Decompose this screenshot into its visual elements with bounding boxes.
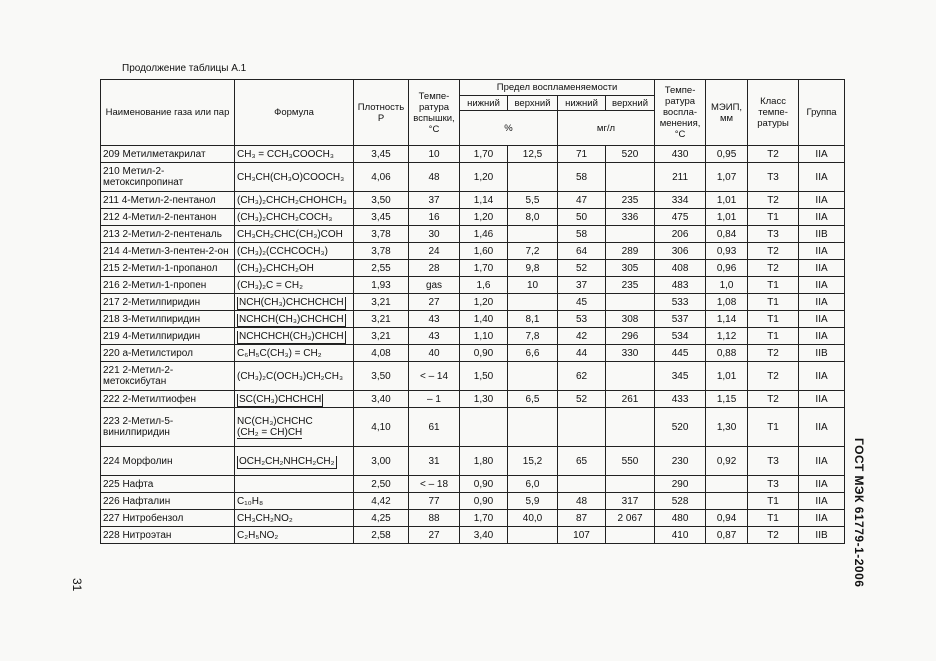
cell-l1: 0,90 — [460, 493, 508, 510]
cell-tclass: T1 — [748, 328, 799, 345]
cell-u2 — [606, 226, 655, 243]
cell-l1: 1,20 — [460, 163, 508, 192]
cell-density: 4,06 — [354, 163, 409, 192]
cell-flash: 10 — [409, 146, 460, 163]
cell-mesg: 0,95 — [706, 146, 748, 163]
cell-l1: 1,10 — [460, 328, 508, 345]
cell-formula: CH₃CH₂CHC(CH₃)COH — [235, 226, 354, 243]
header-percent-unit: % — [460, 111, 558, 146]
cell-u2 — [606, 408, 655, 447]
cell-l1: 1,80 — [460, 447, 508, 476]
cell-flash: 48 — [409, 163, 460, 192]
cell-density: 3,78 — [354, 243, 409, 260]
cell-l2: 47 — [558, 192, 606, 209]
cell-l1: 1,20 — [460, 294, 508, 311]
cell-l1: 1,70 — [460, 260, 508, 277]
cell-tclass: T2 — [748, 260, 799, 277]
cell-formula — [235, 476, 354, 493]
cell-group: IIA — [799, 510, 845, 527]
cell-u2: 235 — [606, 277, 655, 294]
cell-u1: 5,5 — [508, 192, 558, 209]
cell-u2: 289 — [606, 243, 655, 260]
cell-u1 — [508, 527, 558, 544]
header-upper-percent: верхний — [508, 95, 558, 111]
table-row — [101, 277, 845, 294]
cell-l2: 62 — [558, 362, 606, 391]
table-row — [101, 146, 845, 163]
cell-mesg: 0,88 — [706, 345, 748, 362]
cell-tclass: T3 — [748, 476, 799, 493]
cell-formula — [235, 311, 354, 328]
cell-mesg: 1,14 — [706, 311, 748, 328]
header-upper-mgl: верхний — [606, 95, 655, 111]
header-ignition-temp: Темпе-ратура воспла-менения, °С — [655, 80, 706, 146]
header-mgl-unit: мг/л — [558, 111, 655, 146]
cell-u2: 520 — [606, 146, 655, 163]
cell-l1: 1,20 — [460, 209, 508, 226]
cell-formula: CH₃CH₂NO₂ — [235, 510, 354, 527]
cell-l1: 1,46 — [460, 226, 508, 243]
cell-ign: 537 — [655, 311, 706, 328]
header-temp-class: Класс темпе-ратуры — [748, 80, 799, 146]
cell-u1: 10 — [508, 277, 558, 294]
cell-flash: 27 — [409, 527, 460, 544]
cell-group: IIA — [799, 192, 845, 209]
formula-line: (CH₂ = CH)CH — [237, 426, 303, 438]
cell-name: 216 2-Метил-1-пропен — [101, 277, 235, 294]
cell-name: 226 Нафталин — [101, 493, 235, 510]
cell-name: 221 2-Метил-2-метоксибутан — [101, 362, 235, 391]
cell-mesg: 1,01 — [706, 209, 748, 226]
cell-density: 2,58 — [354, 527, 409, 544]
cell-l2: 52 — [558, 260, 606, 277]
cell-name: 223 2-Метил-5-винилпиридин — [101, 408, 235, 447]
cell-density: 3,78 — [354, 226, 409, 243]
cell-name: 219 4-Метилпиридин — [101, 328, 235, 345]
cell-name: 227 Нитробензол — [101, 510, 235, 527]
cell-group: IIA — [799, 476, 845, 493]
cell-density: 3,50 — [354, 362, 409, 391]
cell-formula: (CH₃)₂CHCH₂CHOHCH₃ — [235, 192, 354, 209]
cell-tclass: T1 — [748, 277, 799, 294]
cell-l2: 58 — [558, 163, 606, 192]
cell-tclass: T2 — [748, 391, 799, 408]
cell-formula: CH₃ = CCH₃COOCH₃ — [235, 146, 354, 163]
cell-u2: 2 067 — [606, 510, 655, 527]
table-row — [101, 163, 845, 192]
table-row — [101, 391, 845, 408]
cell-u1 — [508, 163, 558, 192]
cell-tclass: T2 — [748, 146, 799, 163]
cell-l2: 37 — [558, 277, 606, 294]
cell-u2 — [606, 294, 655, 311]
cell-formula: (CH₃)₂CHCH₂COCH₃ — [235, 209, 354, 226]
cell-name: 220 а-Метилстирол — [101, 345, 235, 362]
cell-formula: (CH₃)₂CHCH₂OH — [235, 260, 354, 277]
cell-tclass: T1 — [748, 408, 799, 447]
cell-l2: 50 — [558, 209, 606, 226]
cell-group: IIA — [799, 328, 845, 345]
cell-formula: C₂H₅NO₂ — [235, 527, 354, 544]
cell-density: 3,21 — [354, 311, 409, 328]
cell-tclass: T1 — [748, 510, 799, 527]
table-row — [101, 226, 845, 243]
cell-flash: 88 — [409, 510, 460, 527]
cell-l1: 1,50 — [460, 362, 508, 391]
cell-mesg: 0,84 — [706, 226, 748, 243]
cell-u2 — [606, 362, 655, 391]
cell-group: IIA — [799, 163, 845, 192]
cell-l2: 53 — [558, 311, 606, 328]
cell-u2: 305 — [606, 260, 655, 277]
cell-mesg: 1,08 — [706, 294, 748, 311]
table-row — [101, 294, 845, 311]
cell-flash: < – 14 — [409, 362, 460, 391]
cell-u1: 12,5 — [508, 146, 558, 163]
cell-l1: 1,14 — [460, 192, 508, 209]
header-name: Наименование газа или пар — [101, 80, 235, 146]
cell-u1 — [508, 226, 558, 243]
ring-formula: NCHCHCH(CH₃)CHCH — [239, 330, 344, 342]
cell-tclass: T2 — [748, 527, 799, 544]
cell-mesg: 1,01 — [706, 192, 748, 209]
cell-group: IIA — [799, 260, 845, 277]
cell-u1 — [508, 362, 558, 391]
cell-l1: 1,6 — [460, 277, 508, 294]
cell-u2: 235 — [606, 192, 655, 209]
cell-l1: 1,70 — [460, 146, 508, 163]
cell-tclass: T3 — [748, 163, 799, 192]
cell-group: IIA — [799, 362, 845, 391]
cell-l1: 1,30 — [460, 391, 508, 408]
cell-tclass: T1 — [748, 493, 799, 510]
cell-density: 3,45 — [354, 209, 409, 226]
cell-density: 3,21 — [354, 328, 409, 345]
cell-u2 — [606, 163, 655, 192]
cell-ign: 206 — [655, 226, 706, 243]
page-number: 31 — [70, 578, 84, 592]
cell-u1 — [508, 294, 558, 311]
cell-density: 3,21 — [354, 294, 409, 311]
cell-name: 224 Морфолин — [101, 447, 235, 476]
cell-formula: CH₃CH(CH₃O)COOCH₃ — [235, 163, 354, 192]
table-row — [101, 311, 845, 328]
cell-name: 217 2-Метилпиридин — [101, 294, 235, 311]
cell-mesg: 0,94 — [706, 510, 748, 527]
table-row — [101, 476, 845, 493]
cell-ign: 445 — [655, 345, 706, 362]
cell-mesg: 1,0 — [706, 277, 748, 294]
table-row — [101, 362, 845, 391]
cell-flash: 43 — [409, 328, 460, 345]
cell-formula: C₆H₅C(CH₃) = CH₂ — [235, 345, 354, 362]
cell-l2: 42 — [558, 328, 606, 345]
cell-group: IIA — [799, 311, 845, 328]
cell-density: 1,93 — [354, 277, 409, 294]
cell-ign: 520 — [655, 408, 706, 447]
ring-formula: NCHCH(CH₃)CHCHCH — [239, 313, 344, 325]
cell-u2: 308 — [606, 311, 655, 328]
cell-u1: 40,0 — [508, 510, 558, 527]
table-row — [101, 209, 845, 226]
cell-flash: 16 — [409, 209, 460, 226]
cell-tclass: T2 — [748, 362, 799, 391]
cell-l2: 45 — [558, 294, 606, 311]
cell-name: 212 4-Метил-2-пентанон — [101, 209, 235, 226]
cell-group: IIA — [799, 391, 845, 408]
header-mesg: МЭИП, мм — [706, 80, 748, 146]
table-caption: Продолжение таблицы А.1 — [122, 63, 247, 74]
cell-mesg: 1,01 — [706, 362, 748, 391]
cell-group: IIB — [799, 527, 845, 544]
cell-mesg: 1,07 — [706, 163, 748, 192]
table-row — [101, 345, 845, 362]
cell-formula — [235, 328, 354, 345]
cell-density: 2,55 — [354, 260, 409, 277]
cell-l1: 3,40 — [460, 527, 508, 544]
cell-flash: 61 — [409, 408, 460, 447]
table-row — [101, 260, 845, 277]
formula-line: NC(CH₃)CHCHC — [237, 415, 313, 427]
cell-u1: 7,2 — [508, 243, 558, 260]
cell-tclass: T1 — [748, 311, 799, 328]
cell-u2: 261 — [606, 391, 655, 408]
cell-group: IIB — [799, 345, 845, 362]
cell-tclass: T2 — [748, 345, 799, 362]
cell-formula: (CH₃)₂C = CH₂ — [235, 277, 354, 294]
cell-tclass: T3 — [748, 447, 799, 476]
cell-group: IIA — [799, 294, 845, 311]
cell-tclass: T2 — [748, 192, 799, 209]
cell-ign: 534 — [655, 328, 706, 345]
cell-ign: 408 — [655, 260, 706, 277]
table-row — [101, 328, 845, 345]
cell-l1 — [460, 408, 508, 447]
cell-name: 218 3-Метилпиридин — [101, 311, 235, 328]
cell-flash: < – 18 — [409, 476, 460, 493]
cell-density: 4,42 — [354, 493, 409, 510]
cell-l1: 1,70 — [460, 510, 508, 527]
cell-density: 4,25 — [354, 510, 409, 527]
header-group: Группа — [799, 80, 845, 146]
cell-flash: 77 — [409, 493, 460, 510]
cell-u1: 6,0 — [508, 476, 558, 493]
cell-ign: 483 — [655, 277, 706, 294]
cell-u2: 550 — [606, 447, 655, 476]
cell-ign: 528 — [655, 493, 706, 510]
cell-group: IIA — [799, 493, 845, 510]
cell-group: IIA — [799, 277, 845, 294]
cell-group: IIA — [799, 209, 845, 226]
table-row — [101, 243, 845, 260]
cell-flash: 40 — [409, 345, 460, 362]
ring-formula: OCH₂CH₂NHCH₂CH₂ — [239, 455, 335, 467]
cell-u2: 330 — [606, 345, 655, 362]
cell-u2 — [606, 476, 655, 493]
ring-formula: SC(CH₃)CHCHCH — [239, 393, 322, 405]
cell-ign: 533 — [655, 294, 706, 311]
cell-u1 — [508, 408, 558, 447]
cell-ign: 410 — [655, 527, 706, 544]
cell-ign: 211 — [655, 163, 706, 192]
cell-tclass: T2 — [748, 243, 799, 260]
cell-l2: 58 — [558, 226, 606, 243]
cell-l2: 64 — [558, 243, 606, 260]
cell-l2: 44 — [558, 345, 606, 362]
cell-l2 — [558, 408, 606, 447]
cell-mesg: 1,15 — [706, 391, 748, 408]
cell-u2: 317 — [606, 493, 655, 510]
cell-ign: 290 — [655, 476, 706, 493]
cell-ign: 334 — [655, 192, 706, 209]
cell-mesg: 0,93 — [706, 243, 748, 260]
cell-l2: 87 — [558, 510, 606, 527]
cell-ign: 433 — [655, 391, 706, 408]
cell-formula: (CH₃)₂C(OCH₃)CH₂CH₃ — [235, 362, 354, 391]
cell-l1: 0,90 — [460, 476, 508, 493]
cell-l1: 0,90 — [460, 345, 508, 362]
cell-density: 3,50 — [354, 192, 409, 209]
cell-u1: 15,2 — [508, 447, 558, 476]
cell-formula — [235, 408, 354, 447]
cell-density: 3,40 — [354, 391, 409, 408]
cell-flash: 30 — [409, 226, 460, 243]
ring-formula: NCH(CH₃)CHCHCHCH — [239, 296, 344, 308]
cell-group: IIA — [799, 243, 845, 260]
cell-l1: 1,60 — [460, 243, 508, 260]
cell-u2 — [606, 527, 655, 544]
header-flammability-limits: Предел воспламеняемости — [460, 80, 655, 96]
cell-l2 — [558, 476, 606, 493]
cell-name: 225 Нафта — [101, 476, 235, 493]
cell-flash: 43 — [409, 311, 460, 328]
cell-ign: 230 — [655, 447, 706, 476]
cell-formula: (CH₃)₂(CCHCOCH₃) — [235, 243, 354, 260]
cell-ign: 480 — [655, 510, 706, 527]
cell-ign: 430 — [655, 146, 706, 163]
cell-formula — [235, 294, 354, 311]
cell-l1: 1,40 — [460, 311, 508, 328]
cell-u1: 8,0 — [508, 209, 558, 226]
cell-flash: 24 — [409, 243, 460, 260]
cell-name: 214 4-Метил-3-пентен-2-он — [101, 243, 235, 260]
cell-tclass: T3 — [748, 226, 799, 243]
cell-density: 3,45 — [354, 146, 409, 163]
cell-u1: 8,1 — [508, 311, 558, 328]
cell-flash: 31 — [409, 447, 460, 476]
cell-l2: 65 — [558, 447, 606, 476]
cell-ign: 306 — [655, 243, 706, 260]
header-formula: Формула — [235, 80, 354, 146]
cell-mesg: 1,12 — [706, 328, 748, 345]
header-flash-point: Темпе-ратура вспышки, °С — [409, 80, 460, 146]
standard-designation: ГОСТ МЭК 61779-1-2006 — [852, 438, 866, 588]
cell-flash: gas — [409, 277, 460, 294]
cell-tclass: T1 — [748, 294, 799, 311]
cell-mesg: 0,96 — [706, 260, 748, 277]
header-lower-percent: нижний — [460, 95, 508, 111]
cell-density: 4,08 — [354, 345, 409, 362]
cell-u1: 6,6 — [508, 345, 558, 362]
cell-density: 3,00 — [354, 447, 409, 476]
cell-u1: 5,9 — [508, 493, 558, 510]
cell-flash: 27 — [409, 294, 460, 311]
table-row — [101, 527, 845, 544]
cell-formula: C₁₀H₈ — [235, 493, 354, 510]
table-row — [101, 510, 845, 527]
cell-flash: – 1 — [409, 391, 460, 408]
cell-l2: 71 — [558, 146, 606, 163]
cell-tclass: T1 — [748, 209, 799, 226]
cell-formula — [235, 391, 354, 408]
cell-name: 228 Нитроэтан — [101, 527, 235, 544]
cell-flash: 28 — [409, 260, 460, 277]
cell-group: IIA — [799, 408, 845, 447]
table-row — [101, 447, 845, 476]
cell-density: 4,10 — [354, 408, 409, 447]
cell-name: 211 4-Метил-2-пентанол — [101, 192, 235, 209]
cell-group: IIB — [799, 226, 845, 243]
cell-group: IIA — [799, 447, 845, 476]
header-lower-mgl: нижний — [558, 95, 606, 111]
cell-mesg — [706, 476, 748, 493]
cell-u2: 336 — [606, 209, 655, 226]
cell-density: 2,50 — [354, 476, 409, 493]
cell-mesg: 0,87 — [706, 527, 748, 544]
header-density: Плотность Р — [354, 80, 409, 146]
cell-formula — [235, 447, 354, 476]
table-row — [101, 493, 845, 510]
cell-name: 222 2-Метилтиофен — [101, 391, 235, 408]
cell-ign: 345 — [655, 362, 706, 391]
gas-properties-table — [100, 79, 845, 544]
cell-name: 213 2-Метил-2-пентеналь — [101, 226, 235, 243]
cell-l2: 48 — [558, 493, 606, 510]
cell-l2: 52 — [558, 391, 606, 408]
cell-ign: 475 — [655, 209, 706, 226]
cell-name: 210 Метил-2-метоксипропинат — [101, 163, 235, 192]
cell-mesg — [706, 493, 748, 510]
cell-name: 209 Метилметакрилат — [101, 146, 235, 163]
table-row — [101, 192, 845, 209]
cell-u1: 6,5 — [508, 391, 558, 408]
cell-mesg: 0,92 — [706, 447, 748, 476]
cell-u1: 9,8 — [508, 260, 558, 277]
cell-l2: 107 — [558, 527, 606, 544]
cell-group: IIA — [799, 146, 845, 163]
cell-u2: 296 — [606, 328, 655, 345]
cell-mesg: 1,30 — [706, 408, 748, 447]
cell-name: 215 2-Метил-1-пропанол — [101, 260, 235, 277]
cell-flash: 37 — [409, 192, 460, 209]
cell-u1: 7,8 — [508, 328, 558, 345]
table-row — [101, 408, 845, 447]
